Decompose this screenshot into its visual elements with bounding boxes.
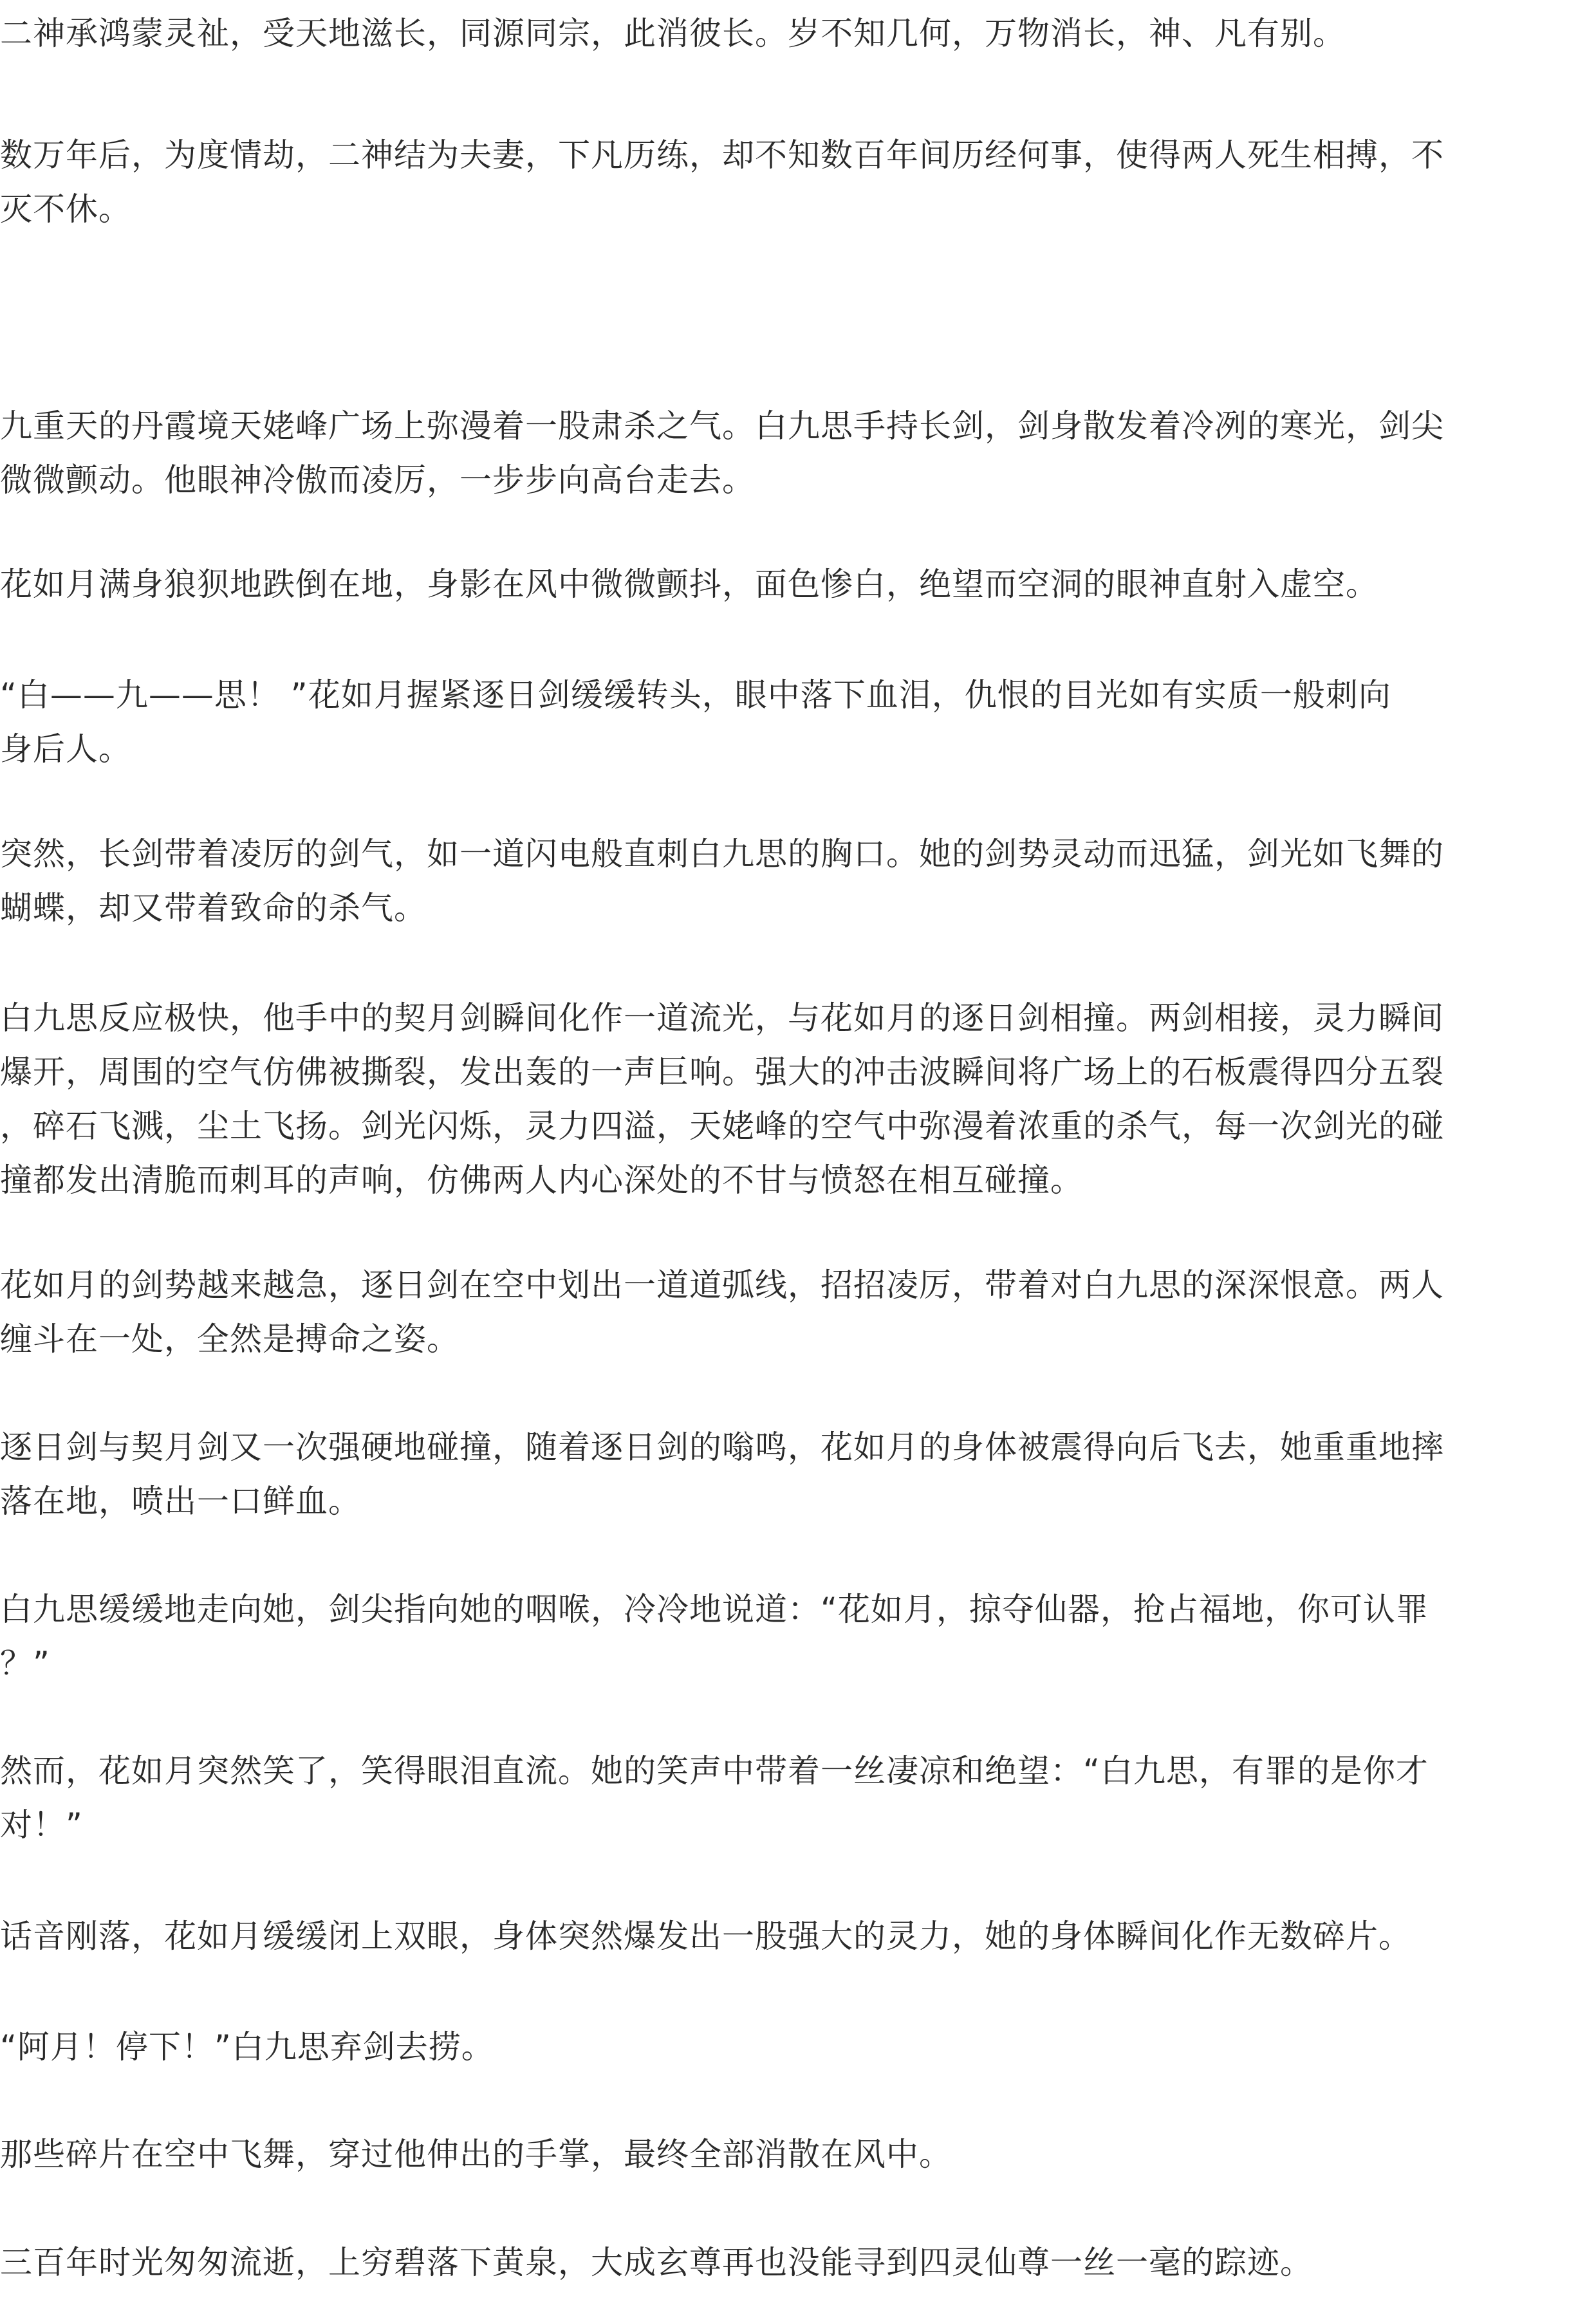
- paragraph-15: 三百年时光匆匆流逝，上穷碧落下黄泉，大成玄尊再也没能寻到四灵仙尊一丝一毫的踪迹。: [0, 2244, 1313, 2281]
- paragraph-5: “白——九——思！ ”花如月握紧逐日剑缓缓转头，眼中落下血泪，仇恨的目光如有实质一般刺向 身后人。: [0, 676, 1391, 768]
- paragraph-9: 逐日剑与契月剑又一次强硬地碰撞，随着逐日剑的嗡鸣，花如月的身体被震得向后飞去，她重重地摔 落在地，喷出一口鲜血。: [0, 1429, 1444, 1520]
- paragraph-8: 花如月的剑势越来越急，逐日剑在空中划出一道道弧线，招招凌厉，带着对白九思的深深恨意。两人 缠斗在一处，全然是搏命之姿。: [0, 1266, 1444, 1358]
- paragraph-7: 白九思反应极快，他手中的契月剑瞬间化作一道流光，与花如月的逐日剑相撞。两剑相接，灵力瞬间 爆开，周围的空气仿佛被撕裂，发出轰的一声巨响。强大的冲击波瞬间将广场上的石板震得四分五裂 ，碎石飞溅，尘土飞扬。剑光闪烁，灵力四溢，天姥峰的空气中弥漫着浓重的杀气，每一次剑光的碰 撞都发出清脆而刺耳的声响，仿佛两人内心深处的不甘与愤怒在相互碰撞。: [0, 999, 1444, 1199]
- paragraph-11: 然而，花如月突然笑了，笑得眼泪直流。她的笑声中带着一丝凄凉和绝望：“白九思，有罪的是你才 对！”: [0, 1752, 1429, 1844]
- paragraph-1: 二神承鸿蒙灵祉，受天地滋长，同源同宗，此消彼长。岁不知几何，万物消长，神、凡有别。: [0, 15, 1346, 52]
- paragraph-13: “阿月！停下！”白九思弃剑去捞。: [0, 2028, 494, 2066]
- paragraph-14: 那些碎片在空中飞舞，穿过他伸出的手掌，最终全部消散在风中。: [0, 2136, 952, 2173]
- paragraph-6: 突然，长剑带着凌厉的剑气，如一道闪电般直刺白九思的胸口。她的剑势灵动而迅猛，剑光如飞舞的 蝴蝶，却又带着致命的杀气。: [0, 835, 1444, 927]
- paragraph-10: 白九思缓缓地走向她，剑尖指向她的咽喉，冷冷地说道：“花如月，掠夺仙器，抢占福地，你可认罪 ？”: [0, 1591, 1429, 1682]
- paragraph-2: 数万年后，为度情劫，二神结为夫妻，下凡历练，却不知数百年间历经何事，使得两人死生相搏，不 灭不休。: [0, 136, 1444, 228]
- paragraph-4: 花如月满身狼狈地跌倒在地，身影在风中微微颤抖，面色惨白，绝望而空洞的眼神直射入虚空。: [0, 566, 1378, 603]
- paragraph-3: 九重天的丹霞境天姥峰广场上弥漫着一股肃杀之气。白九思手持长剑，剑身散发着冷冽的寒光，剑尖 微微颤动。他眼神冷傲而凌厉，一步步向高台走去。: [0, 407, 1444, 499]
- paragraph-12: 话音刚落，花如月缓缓闭上双眼，身体突然爆发出一股强大的灵力，她的身体瞬间化作无数碎片。: [0, 1918, 1411, 1955]
